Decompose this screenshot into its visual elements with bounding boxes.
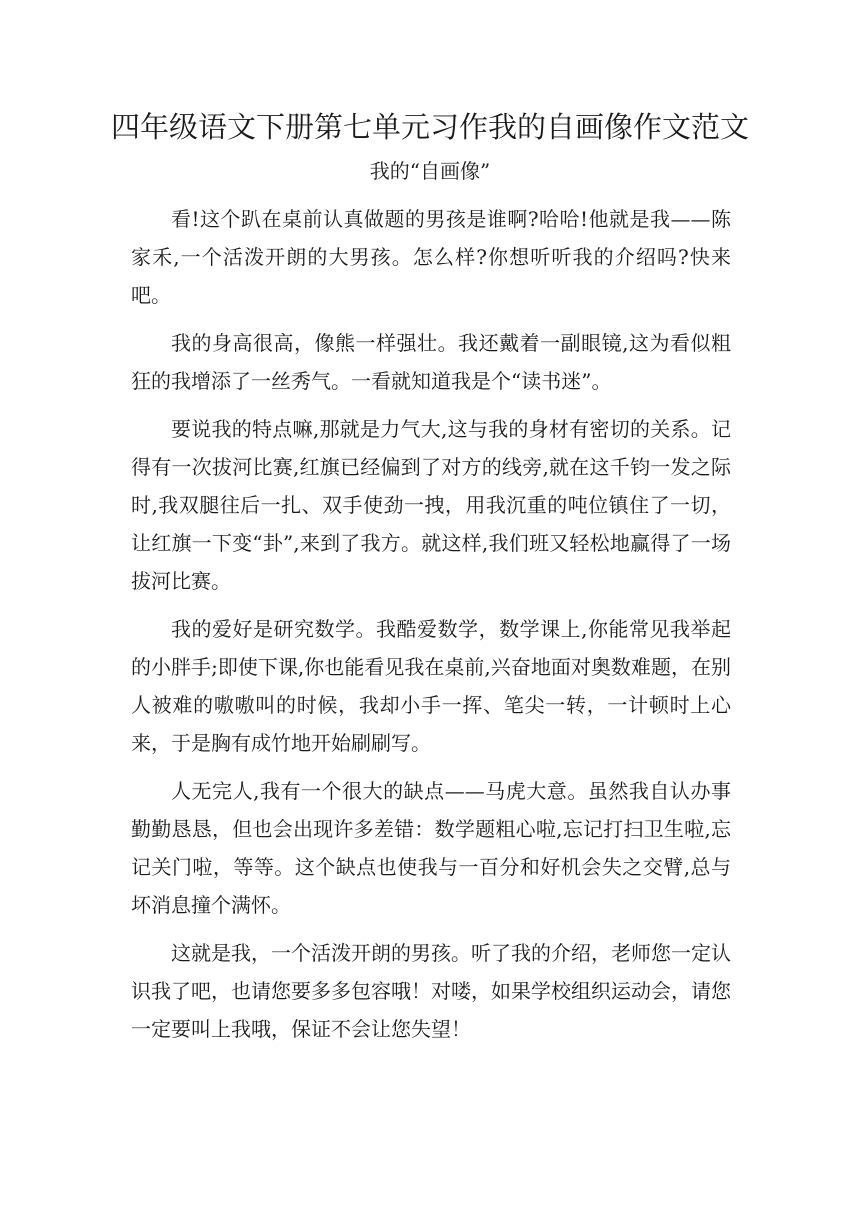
document-title: 四年级语文下册第七单元习作我的自画像作文范文 (110, 110, 749, 144)
paragraph-hobby: 我的爱好是研究数学。我酷爱数学，数学课上,你能常见我举起的小胖手;即使下课,你也能看见我在桌前,兴奋地面对奥数难题，在别人被难的嗷嗷叫的时候，我却小手一挥、笔尖一转，一计顿时上心来，于是胸有成竹地开始刷刷写。 (131, 617, 731, 755)
essay-title: 我的“自画像” (369, 159, 491, 183)
paragraph-shortcoming: 人无完人,我有一个很大的缺点——马虎大意。虽然我自认办事勤勤恳恳，但也会出现许多差错：数学题粗心啦,忘记打扫卫生啦,忘记关门啦，等等。这个缺点也使我与一百分和好机会失之交臂,总与坏消息撞个满怀。 (131, 779, 731, 917)
paragraph-conclusion: 这就是我，一个活泼开朗的男孩。听了我的介绍，老师您一定认识我了吧，也请您要多多包容哦！对喽，如果学校组织运动会，请您一定要叫上我哦，保证不会让您失望！ (131, 941, 731, 1041)
paragraph-intro: 看!这个趴在桌前认真做题的男孩是谁啊?哈哈!他就是我——陈家禾,一个活泼开朗的大男孩。怎么样?你想听听我的介绍吗?快来吧。 (131, 207, 731, 307)
essay-body (131, 200, 731, 1058)
paragraph-appearance: 我的身高很高，像熊一样强壮。我还戴着一副眼镜,这为看似粗狂的我增添了一丝秀气。一看就知道我是个“读书迷”。 (131, 331, 731, 393)
paragraph-strength: 要说我的特点嘛,那就是力气大,这与我的身材有密切的关系。记得有一次拔河比赛,红旗已经偏到了对方的线旁,就在这千钧一发之际时,我双腿往后一扎、双手使劲一拽，用我沉重的吨位镇住了一切，让红旗一下变“卦”,来到了我方。就这样,我们班又轻松地赢得了一场拔河比赛。 (131, 417, 731, 593)
